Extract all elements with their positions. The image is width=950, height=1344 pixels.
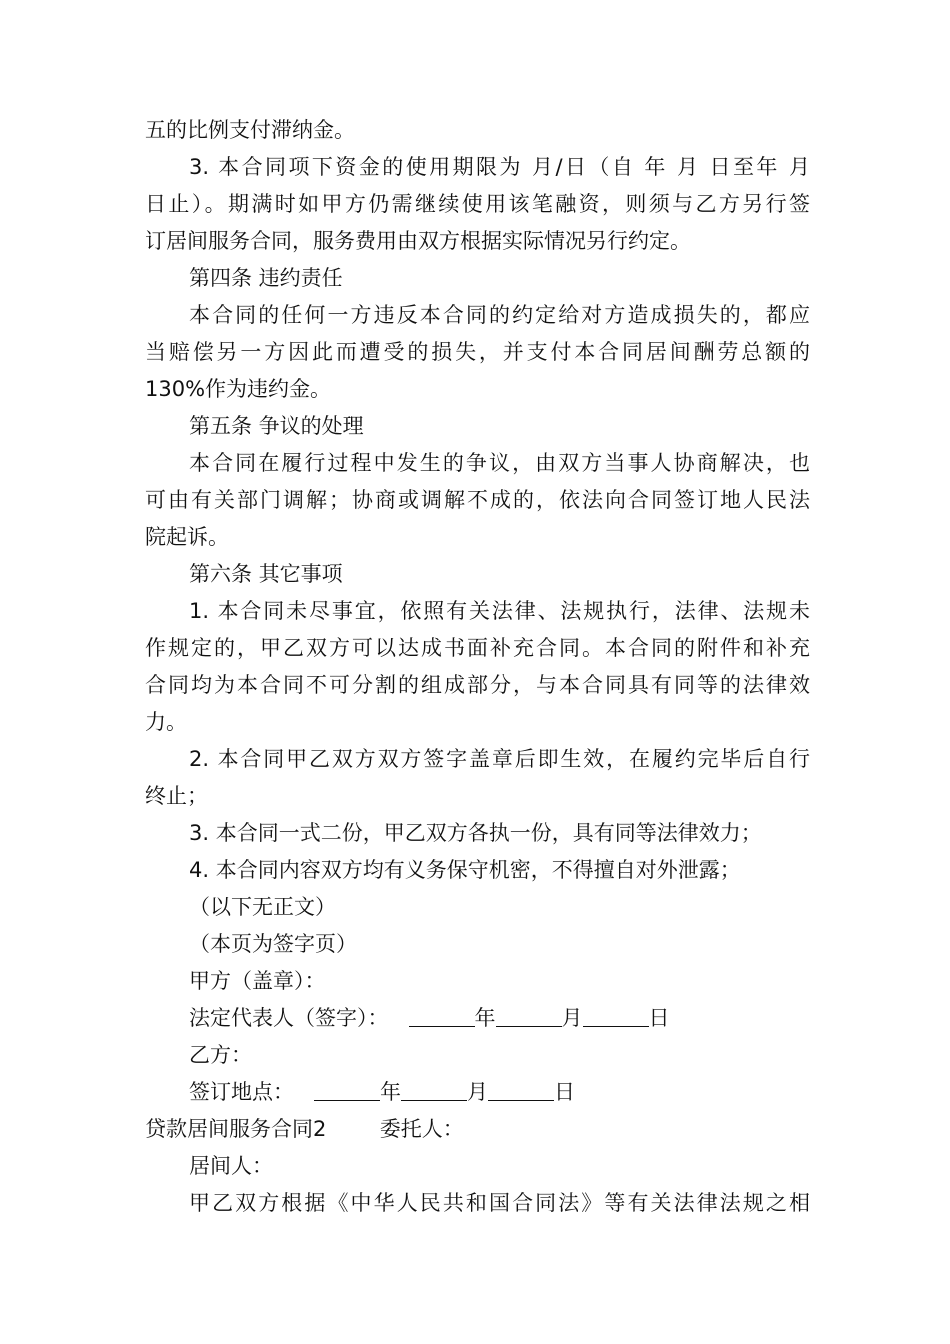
section-heading: 第五条 争议的处理 — [189, 414, 364, 438]
legal-rep-signature-row — [145, 1000, 810, 1037]
year-label: 年 — [380, 1080, 402, 1104]
day-blank — [488, 1078, 554, 1101]
party-b-label: 乙方： — [189, 1043, 252, 1067]
paragraph-line: 合同均为本合同不可分割的组成部分，与本合同具有同等的法律效 — [145, 673, 810, 697]
year-blank — [409, 1004, 475, 1027]
section-heading: 第四条 违约责任 — [189, 266, 343, 290]
document-body — [145, 112, 810, 1222]
intermediary-label: 居间人： — [189, 1154, 273, 1178]
paragraph-line: 甲乙双方根据《中华人民共和国合同法》等有关法律法规之相 — [189, 1191, 810, 1215]
paragraph-line: 作规定的，甲乙双方可以达成书面补充合同。本合同的附件和补充 — [145, 636, 810, 660]
paragraph-line: 2. 本合同甲乙双方双方签字盖章后即生效，在履约完毕后自行 — [189, 747, 810, 771]
year-label: 年 — [474, 1006, 496, 1030]
paragraph-line: 院起诉。 — [145, 525, 229, 549]
party-a-label: 甲方（盖章）： — [189, 969, 326, 993]
contract-title-line: 贷款居间服务合同2 委托人： — [145, 1117, 464, 1141]
signing-place-label: 签订地点： — [189, 1080, 294, 1104]
month-label: 月 — [561, 1006, 583, 1030]
paragraph-line: 4. 本合同内容双方均有义务保守机密，不得擅自对外泄露； — [189, 858, 741, 882]
paragraph-line: 可由有关部门调解；协商或调解不成的，依法向合同签订地人民法 — [145, 488, 810, 512]
paragraph-line: 本合同的任何一方违反本合同的约定给对方造成损失的，都应 — [189, 303, 810, 327]
year-blank — [314, 1078, 380, 1101]
paragraph-line: （以下无正文） — [189, 895, 336, 919]
day-label: 日 — [648, 1006, 670, 1030]
month-blank — [401, 1078, 467, 1101]
paragraph-line: 终止； — [145, 784, 208, 808]
month-label: 月 — [467, 1080, 489, 1104]
paragraph-line: 130%作为违约金。 — [145, 377, 332, 401]
paragraph-line: 力。 — [145, 710, 187, 734]
paragraph-line: 当赔偿另一方因此而遭受的损失，并支付本合同居间酬劳总额的 — [145, 340, 810, 364]
paragraph-line: （本页为签字页） — [189, 932, 357, 956]
paragraph-line: 五的比例支付滞纳金。 — [145, 118, 355, 142]
paragraph-line: 订居间服务合同，服务费用由双方根据实际情况另行约定。 — [145, 229, 691, 253]
paragraph-line: 1. 本合同未尽事宜，依照有关法律、法规执行，法律、法规未 — [189, 599, 810, 623]
day-blank — [583, 1004, 649, 1027]
section-heading: 第六条 其它事项 — [189, 562, 343, 586]
month-blank — [496, 1004, 562, 1027]
day-label: 日 — [554, 1080, 576, 1104]
paragraph-line: 本合同在履行过程中发生的争议，由双方当事人协商解决，也 — [189, 451, 810, 475]
paragraph-line: 3. 本合同一式二份，甲乙双方各执一份，具有同等法律效力； — [189, 821, 762, 845]
paragraph-line: 日止）。期满时如甲方仍需继续使用该笔融资，则须与乙方另行签 — [145, 192, 810, 216]
paragraph-line: 3. 本合同项下资金的使用期限为 月/日（自 年 月 日至年 月 — [189, 155, 810, 179]
legal-rep-label: 法定代表人（签字）： — [189, 1006, 389, 1030]
signing-place-row — [145, 1074, 810, 1111]
